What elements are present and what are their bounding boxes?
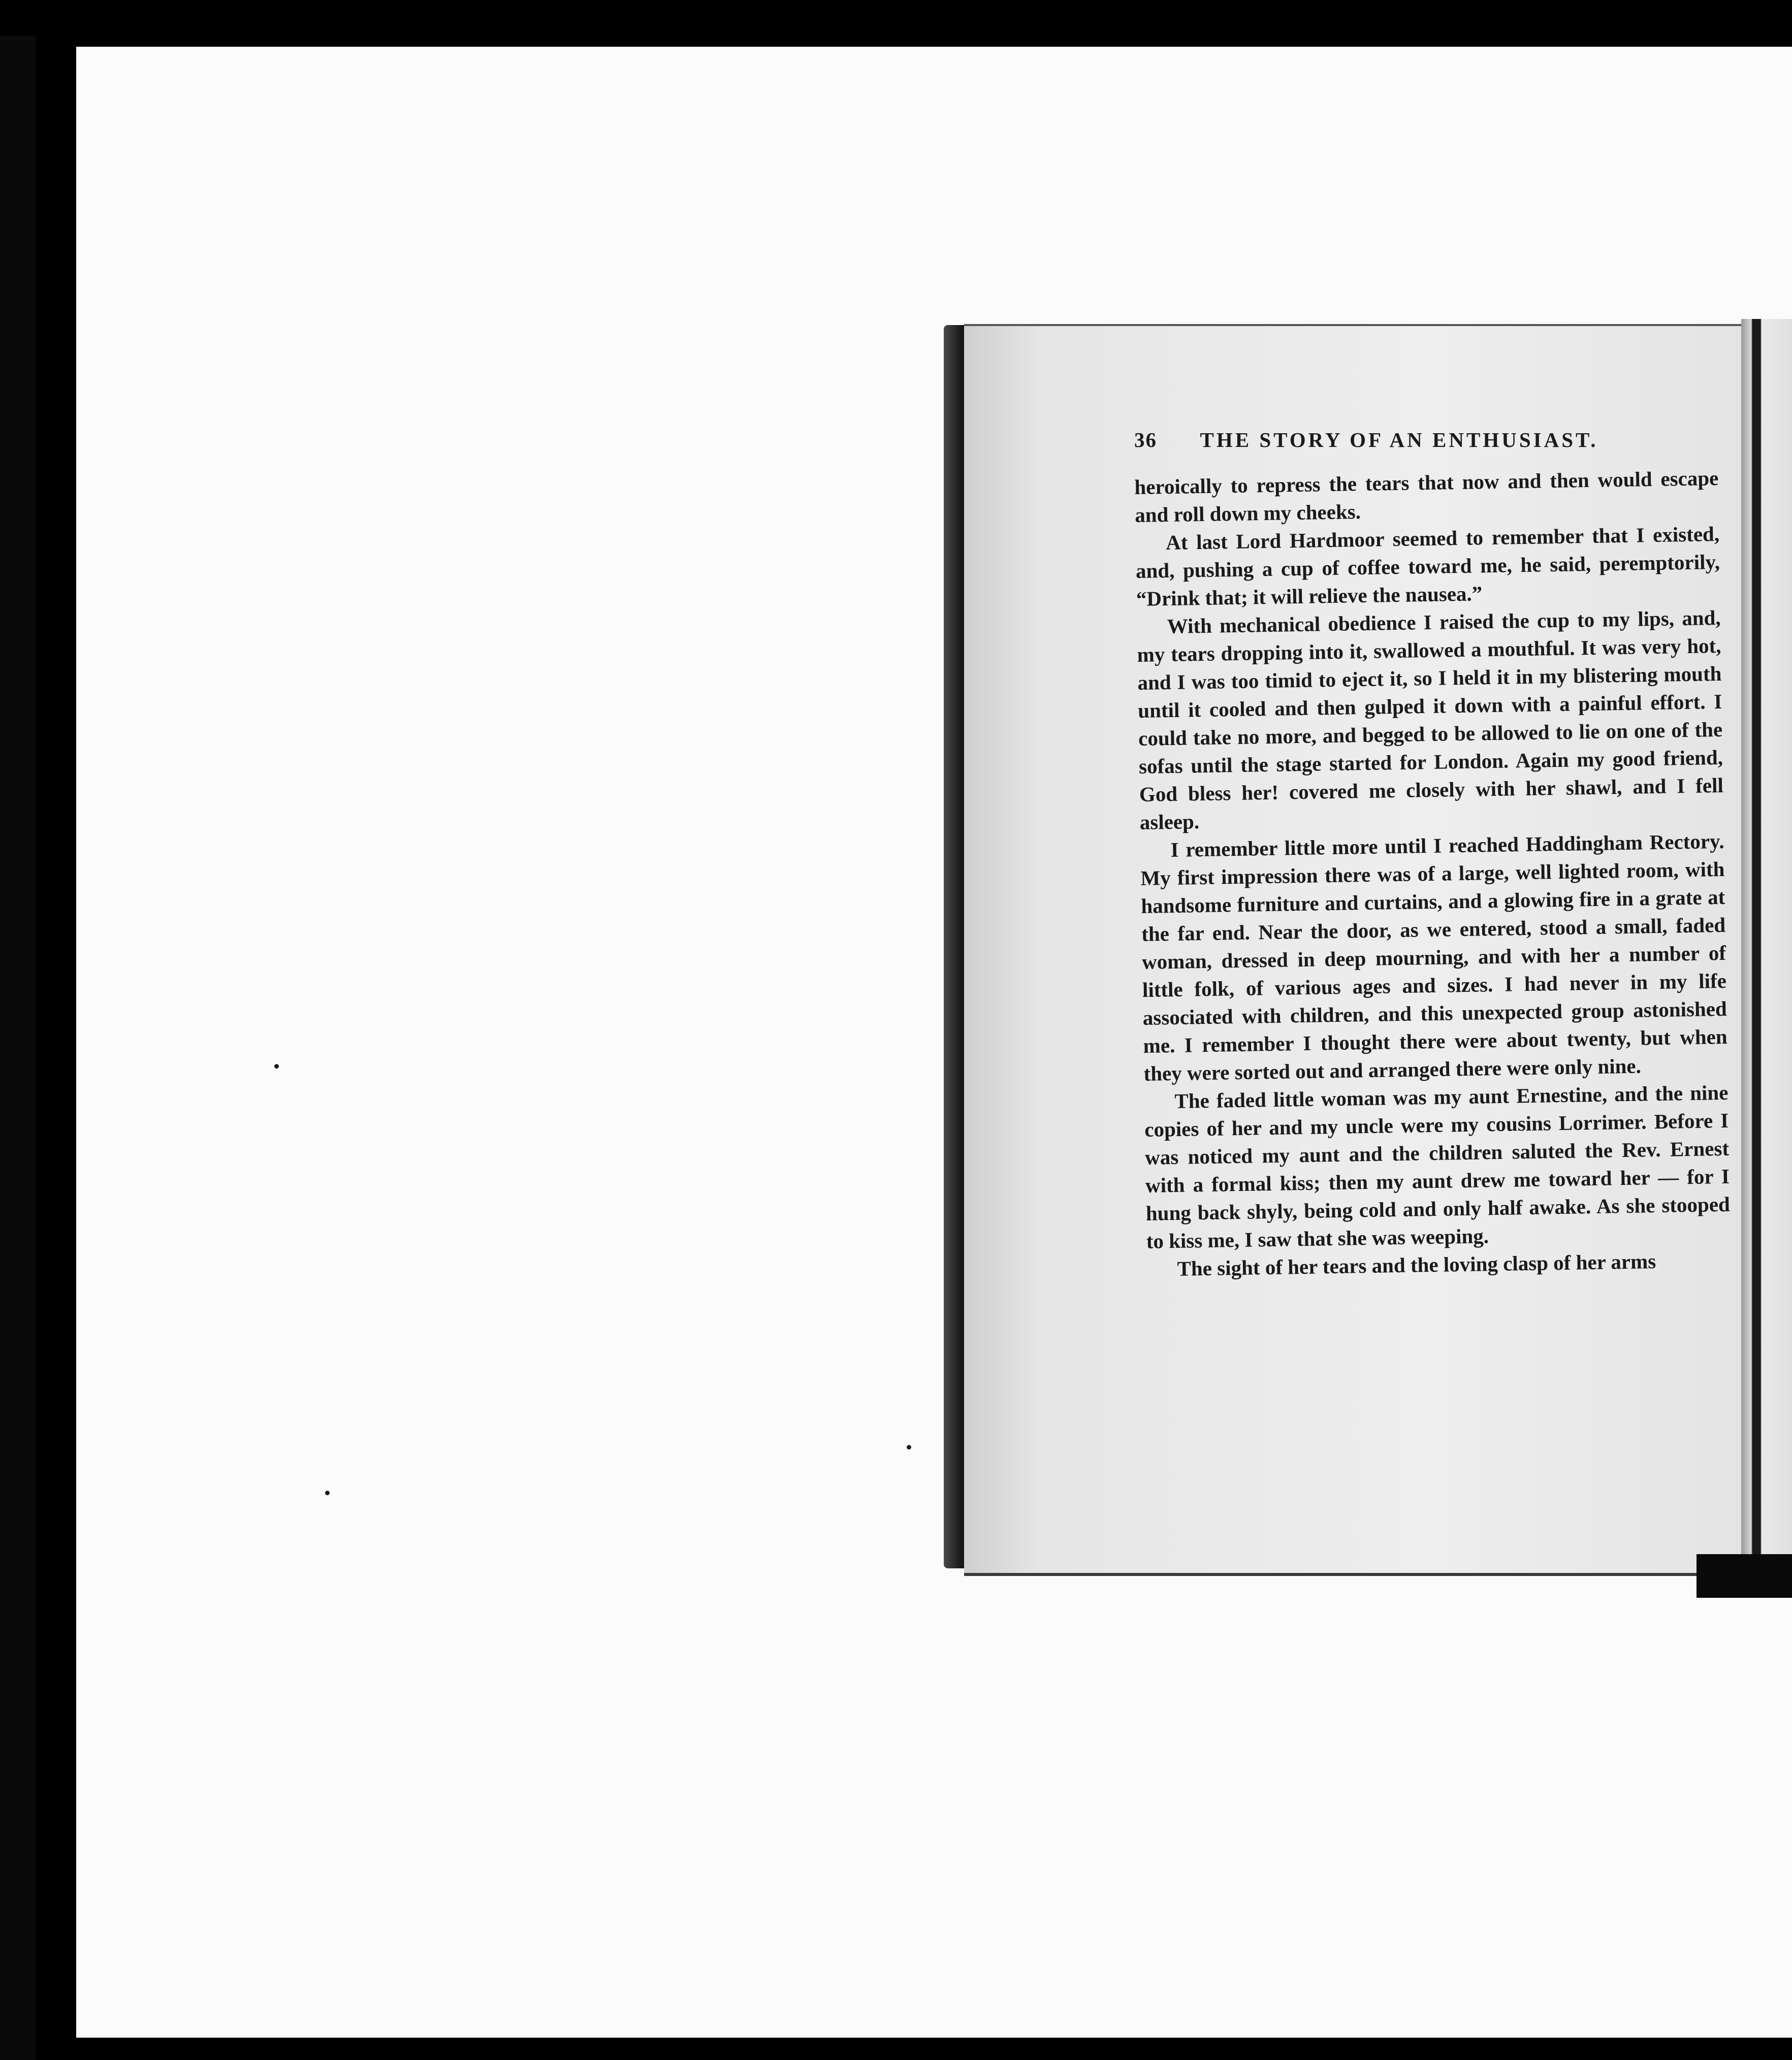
- book-page: [964, 324, 1741, 1576]
- film-left-edge: [0, 36, 36, 2060]
- paragraph: heroically to repress the tears that now and then would escape and roll down my cheeks.: [1134, 466, 1719, 527]
- running-head-title: THE STORY OF AN ENTHUSIAST.: [1200, 428, 1598, 452]
- paragraph: I remember little more until I reached Haddingham Rectory. My first impression there was of a large, well lighted room, with handsome furniture and curtains, and a glowing fire in a grate at the far end. Near the door, as we entered, stood a small, faded woman, dressed in deep mourning, and with her a number of little folk, of various ages and sizes. I had never in my life associated with children, and this unexpected group astonished me. I remember I thought there were about twenty, but when they were sorted out and arranged there were only nine.: [1140, 829, 1727, 1085]
- facing-page-edge: [1741, 319, 1792, 1576]
- body-text: [1134, 464, 1731, 1283]
- paragraph: The faded little woman was my aunt Ernestine, and the nine copies of her and my uncle were my cousins Lorrimer. Before I was noticed my aunt and the children saluted the Rev. Ernest with a formal kiss; then my aunt drew me toward her — for I hung back shyly, being cold and only half awake. As she stooped to kiss me, I saw that she was weeping.: [1144, 1080, 1731, 1253]
- film-corner-mark: [1697, 1554, 1792, 1598]
- paragraph: The sight of her tears and the loving clasp of her arms: [1177, 1249, 1656, 1280]
- paragraph: With mechanical obedience I raised the cup to my lips, and, my tears dropping into it, swallowed a mouthful. It was very hot, and I was too timid to eject it, so I held it in my blistering mouth until it cooled and then gulped it down with a painful effort. I could take no more, and begged to be allowed to lie on one of the sofas until the stage started for London. Again my good friend, God bless her! covered me closely with her shawl, and I fell asleep.: [1137, 605, 1724, 834]
- page-number: 36: [1134, 428, 1157, 452]
- paragraph: At last Lord Hardmoor seemed to remember that I existed, and, pushing a cup of coffee toward me, he said, peremptorily, “Drink that; it will relieve the nausea.”: [1135, 522, 1720, 610]
- running-head: [1134, 428, 1673, 452]
- book-scan: [944, 319, 1792, 1573]
